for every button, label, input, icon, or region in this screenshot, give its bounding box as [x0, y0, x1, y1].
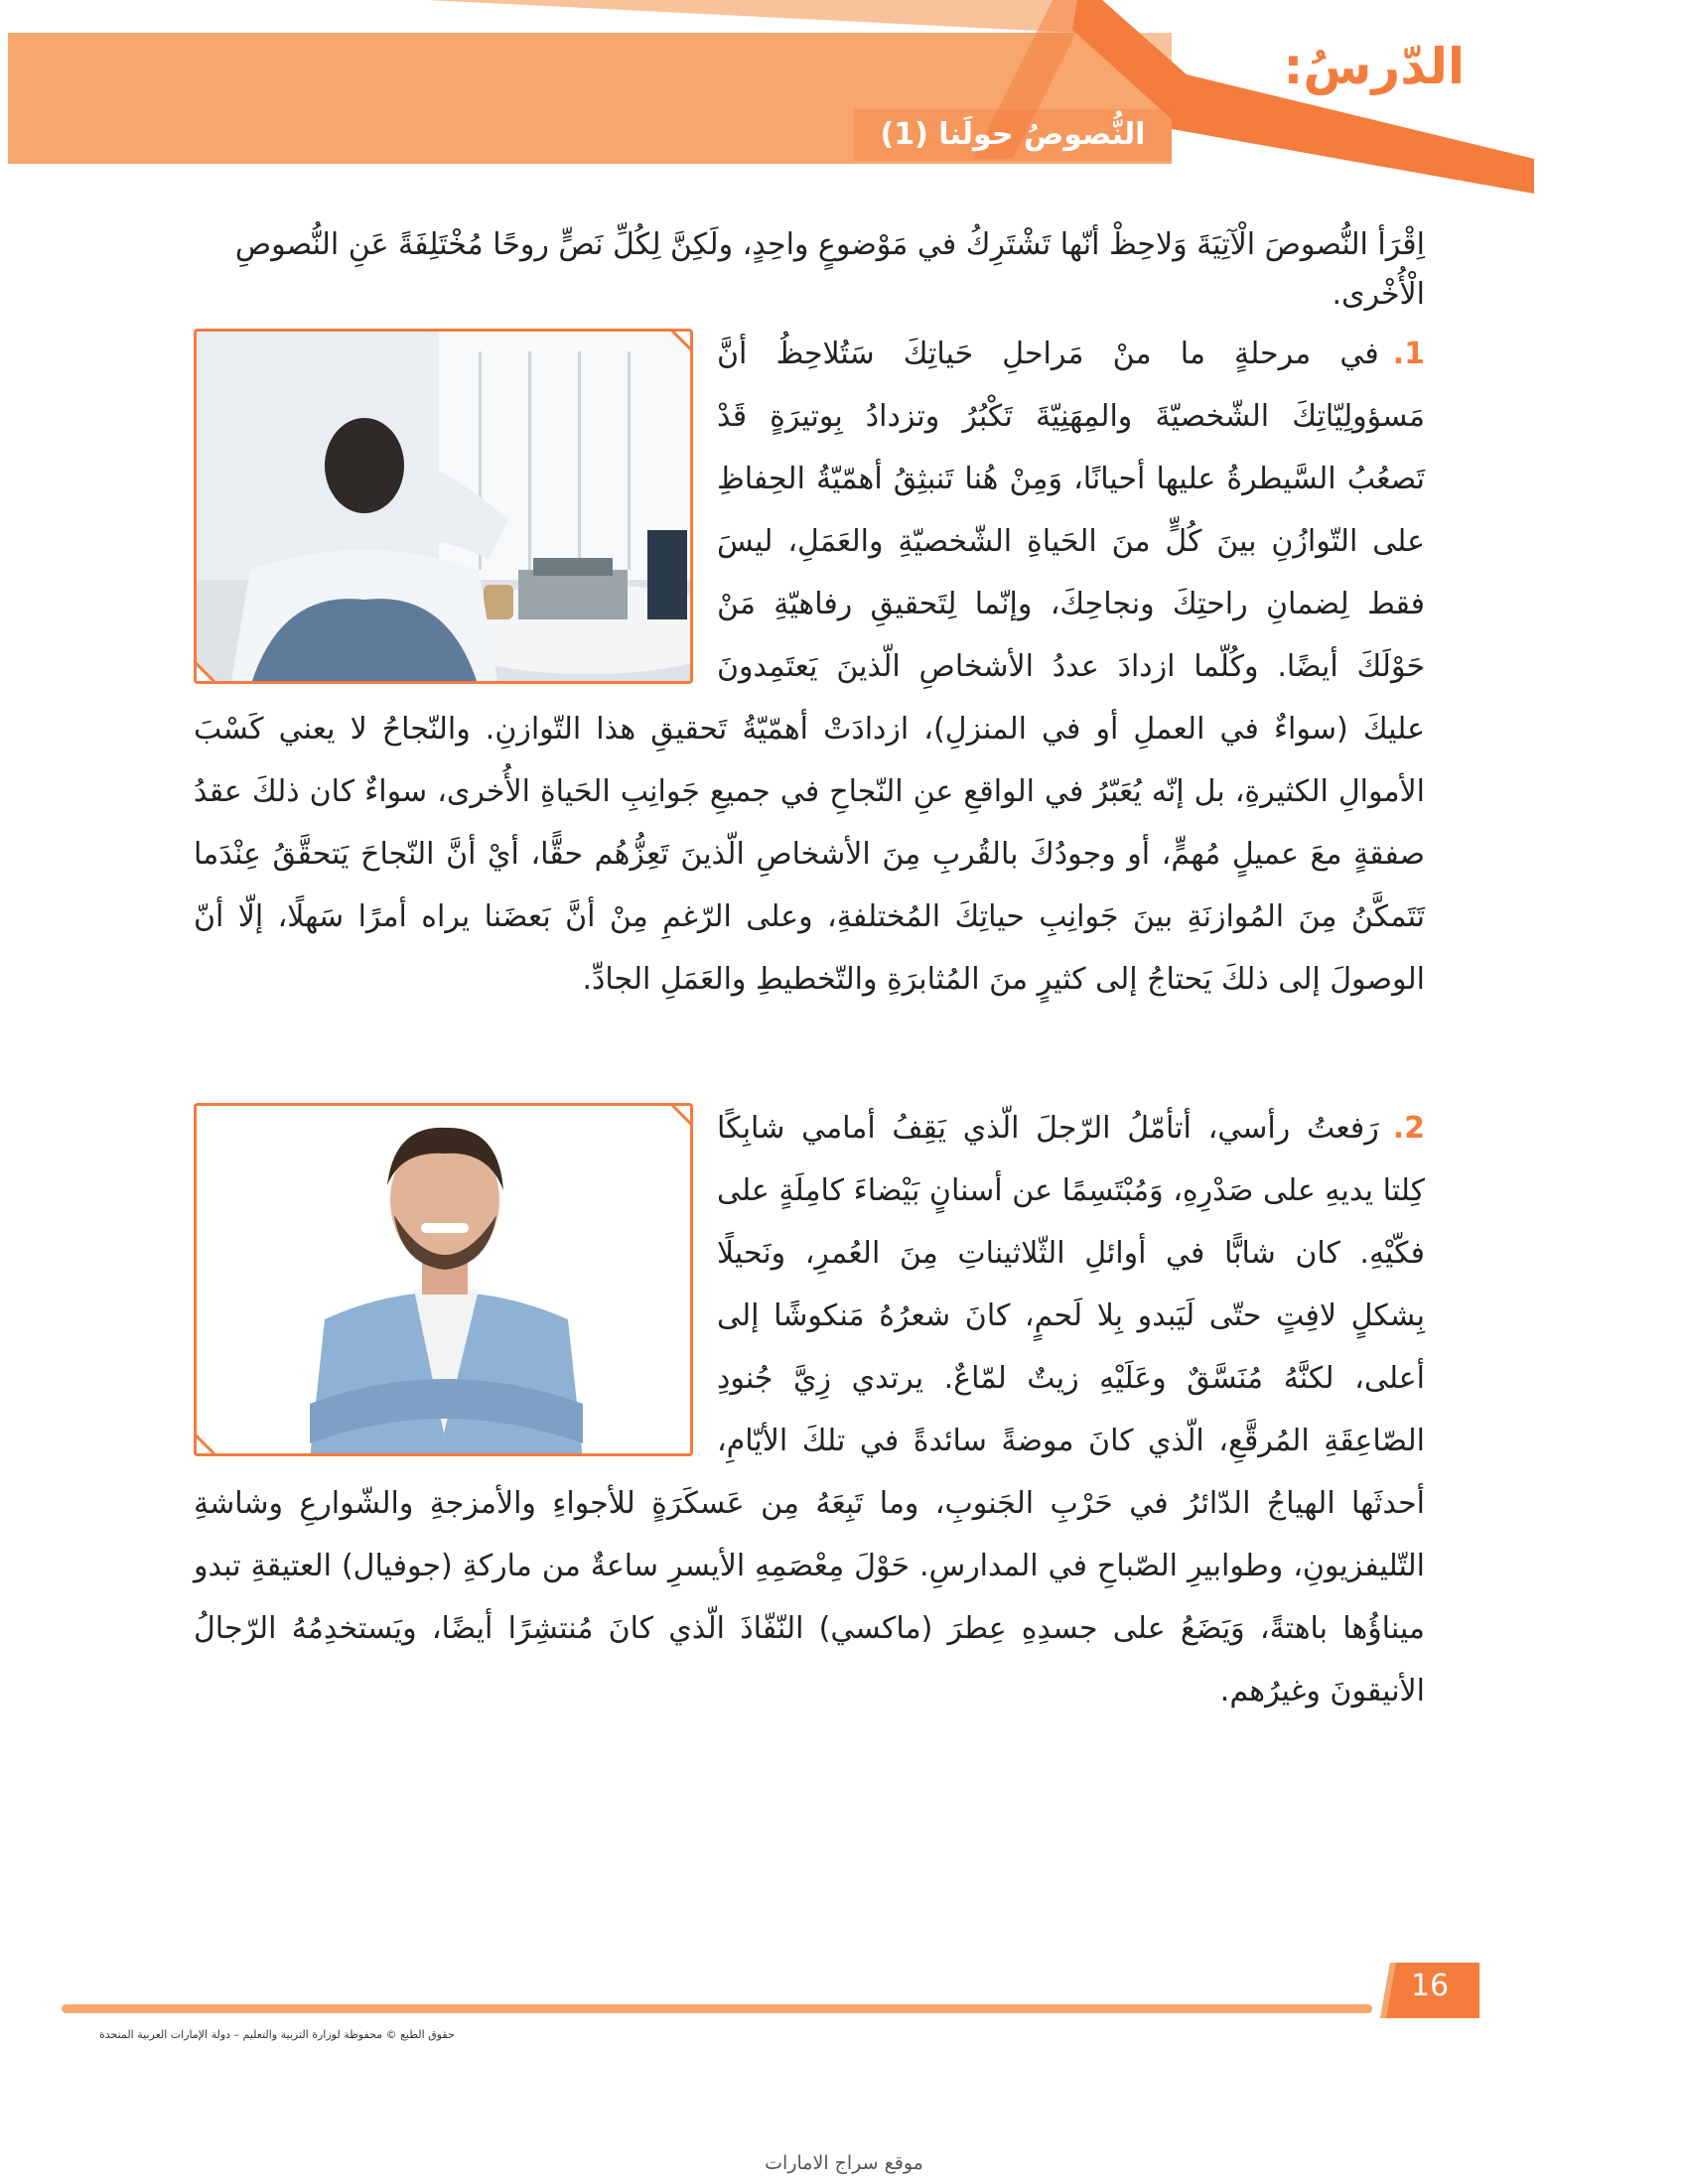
- office-man-photo: [194, 329, 693, 684]
- young-man-photo: [194, 1103, 693, 1456]
- text-item-2: [194, 1097, 1425, 1722]
- lesson-title: النُّصوصُ حولَنا (1): [880, 117, 1146, 152]
- relaxing-man-illustration: [194, 332, 690, 684]
- lesson-label: الدّرسُ:: [1283, 38, 1465, 95]
- text-item-1: [194, 323, 1425, 1011]
- item-text: رَفعتُ رأسي، أتأمّلُ الرّجلَ الّذي يَقِفُ أمامي شابِكًا كِلتا يديهِ على صَدْرِهِ، وَمُبْتَسِمًا عن أسنانٍ بَيْضاءَ كامِلَةٍ على فكّيْهِ. كان شابًّا في أوائلِ الثّلاثيناتِ مِنَ العُمرِ، ونَحيلًا بِشكلٍ لافِتٍ حتّى لَيَبدو بِلا لَحمٍ، كانَ شعرُهُ مَنكوشًا إلى أعلى، لكنَّهُ مُنَسَّقٌ وعَلَيْهِ زيتٌ لمّاعٌ. يرتدي زِيَّ جُنودِ الصّاعِقَةِ المُرقَّعِ، الّذي كانَ موضةً سائدةً في تلكَ الأيّامِ، أحدثَها الهياجُ الدّائرُ في حَرْبِ الجَنوبِ، وما تَبِعَهُ مِن عَسكَرَةٍ للأجواءِ والأمزجةِ والشّوارعِ وشاشةِ التّليفزيونِ، وطوابيرِ الصّباحِ في المدارسِ. حَوْلَ مِعْصَمِهِ الأيسرِ ساعةٌ من ماركةِ (جوفيال) العتيقةِ تبدو ميناؤُها باهتةً، وَيَضَعُ على جسدِهِ عِطرَ (ماكسي) النّفّاذَ الّذي كانَ مُنتشِرًا أيضًا، ويَستخدِمُهُ الرّجالُ الأنيقونَ وغيرُهم.: [194, 1111, 1425, 1708]
- copyright-notice: حقوق الطبع © محفوظة لوزارة التربية والتعليم – دولة الإمارات العربية المتحدة: [99, 2028, 455, 2041]
- page-number: 16: [1410, 1969, 1450, 2003]
- header-decoration: [0, 0, 1688, 208]
- instruction-text: اِقْرَأ النُّصوصَ الْآتِيَةَ وَلاحِظْ أنّها تَشْتَرِكُ في مَوْضوعٍ واحِدٍ، ولَكِنَّ لِكُلِّ نَصٍّ روحًا مُخْتَلِفَةً عَنِ النُّصوصِ الْأُخْرى.: [234, 227, 1425, 312]
- site-name: موقع سراج الامارات: [765, 2152, 923, 2174]
- item-text: في مرحلةٍ ما منْ مَراحلِ حَياتِكَ سَتُلاحِظُ أنَّ مَسؤولِيّاتِكَ الشّخصيّةَ والمِهَنِيّةَ تَكْبُرُ وتزدادُ بِوتيرَةٍ قَدْ تَصعُبُ السَّيطرةُ عليها أحيانًا، وَمِنْ هُنا تَنبثِقُ أهمّيّةُ الحِفاظِ على التّوازُنِ بينَ كُلٍّ منَ الحَياةِ الشّخصيّةِ والعَمَلِ، ليسَ فقط لِضمانِ راحتِكَ ونجاحِكَ، وإنّما لِتَحقيقِ رفاهيّةِ مَنْ حَوْلَكَ أيضًا. وكُلّما ازدادَ عددُ الأشخاصِ الّذينَ يَعتَمِدونَ عليكَ (سواءٌ في العملِ أو في المنزلِ)، ازدادَتْ أهمّيّةُ تَحقيقِ هذا التّوازنِ. والنّجاحُ لا يعني كَسْبَ الأموالِ الكثيرةِ، بل إنّه يُعَبّرُ في الواقعِ عنِ النّجاحِ في جميعِ جَوانِبِ الحَياةِ الأُخرى، سواءٌ كان ذلكَ عقدُ صفقةٍ معَ عميلٍ مُهمٍّ، أو وجودُكَ بالقُربِ مِنَ الأشخاصِ الّذينَ تَعِزُّهُم حقًّا، أيْ أنَّ النّجاحَ يَتحقَّقُ عِنْدَما تَتَمكَّنُ مِنَ المُوازنَةِ بينَ جَوانِبِ حياتِكَ المُختلفةِ، وعلى الرّغمِ مِنْ أنَّ بَعضَنا يراه أمرًا سَهلًا، إلّا أنّ الوصولَ إلى ذلكَ يَحتاجُ إلى كثيرٍ منَ المُثابرَةِ والتّخطيطِ والعَمَلِ الجادِّ.: [194, 337, 1425, 997]
- smiling-man-illustration: [194, 1106, 690, 1456]
- item-number: 2.: [1392, 1111, 1425, 1146]
- item-number: 1.: [1392, 337, 1425, 371]
- header-band: [0, 0, 1688, 208]
- footer-divider: [62, 2004, 1372, 2013]
